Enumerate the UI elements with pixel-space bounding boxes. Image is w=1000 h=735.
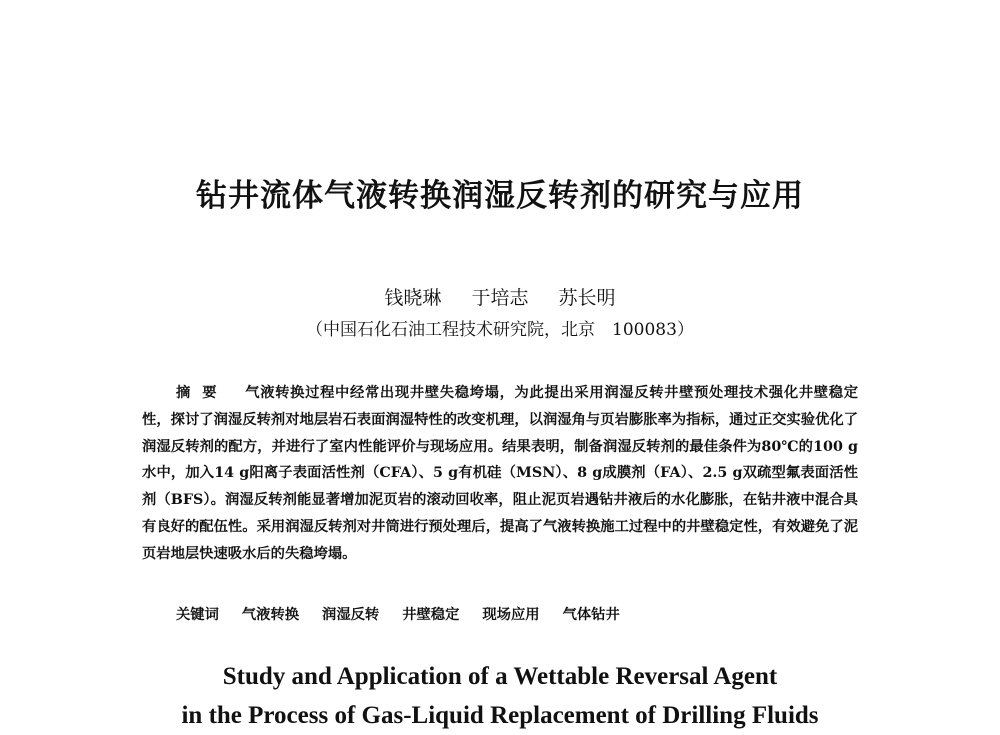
keyword-1: 气液转换: [241, 607, 300, 623]
keywords-block: [176, 602, 866, 628]
affiliation: （中国石化石油工程技术研究院，北京 100083）: [306, 320, 694, 340]
abstract-block: [142, 380, 858, 568]
keyword-4: 现场应用: [482, 607, 540, 623]
chinese-title: 钻井流体气液转换润湿反转剂的研究与应用: [196, 178, 804, 214]
author-1: 钱晓琳: [384, 287, 442, 309]
author-3: 苏长明: [558, 287, 616, 309]
author-list: [0, 285, 1000, 311]
keyword-5: 气体钻井: [562, 607, 620, 623]
keyword-3: 井壁稳定: [402, 607, 460, 623]
english-title-line-2: in the Process of Gas-Liquid Replacement of Drilling Fluids: [181, 702, 819, 729]
keyword-2: 润湿反转: [322, 607, 380, 623]
english-title-line-1: Study and Application of a Wettable Reversal Agent: [222, 663, 778, 690]
abstract-text: 气液转换过程中经常出现井壁失稳垮塌，为此提出采用润湿反转井壁预处理技术强化井壁稳定性，探讨了润湿反转剂对地层岩石表面润湿特性的改变机理，以润湿角与页岩膨胀率为指标，通过正交实验优化了润湿反转剂的配方，并进行了室内性能评价与现场应用。结果表明，制备润湿反转剂的最佳条件为80℃的100 g水中，加入14 g阳离子表面活性剂（CFA）、5 g有机硅（MSN）、8 g成膜剂（FA）、2.5 g双疏型氟表面活性剂（BFS）。润湿反转剂能显著增加泥页岩的滚动回收率，阻止泥页岩遇钻井液后的水化膨胀，在钻井液中混合具有良好的配伍性。采用润湿反转剂对井筒进行预处理后，提高了气液转换施工过程中的井壁稳定性，有效避免了泥页岩地层快速吸水后的失稳垮塌。: [142, 385, 858, 562]
english-title: [0, 657, 1000, 735]
author-2: 于培志: [471, 287, 529, 309]
abstract-label: 摘要: [176, 385, 229, 401]
keywords-label: 关键词: [176, 607, 219, 623]
